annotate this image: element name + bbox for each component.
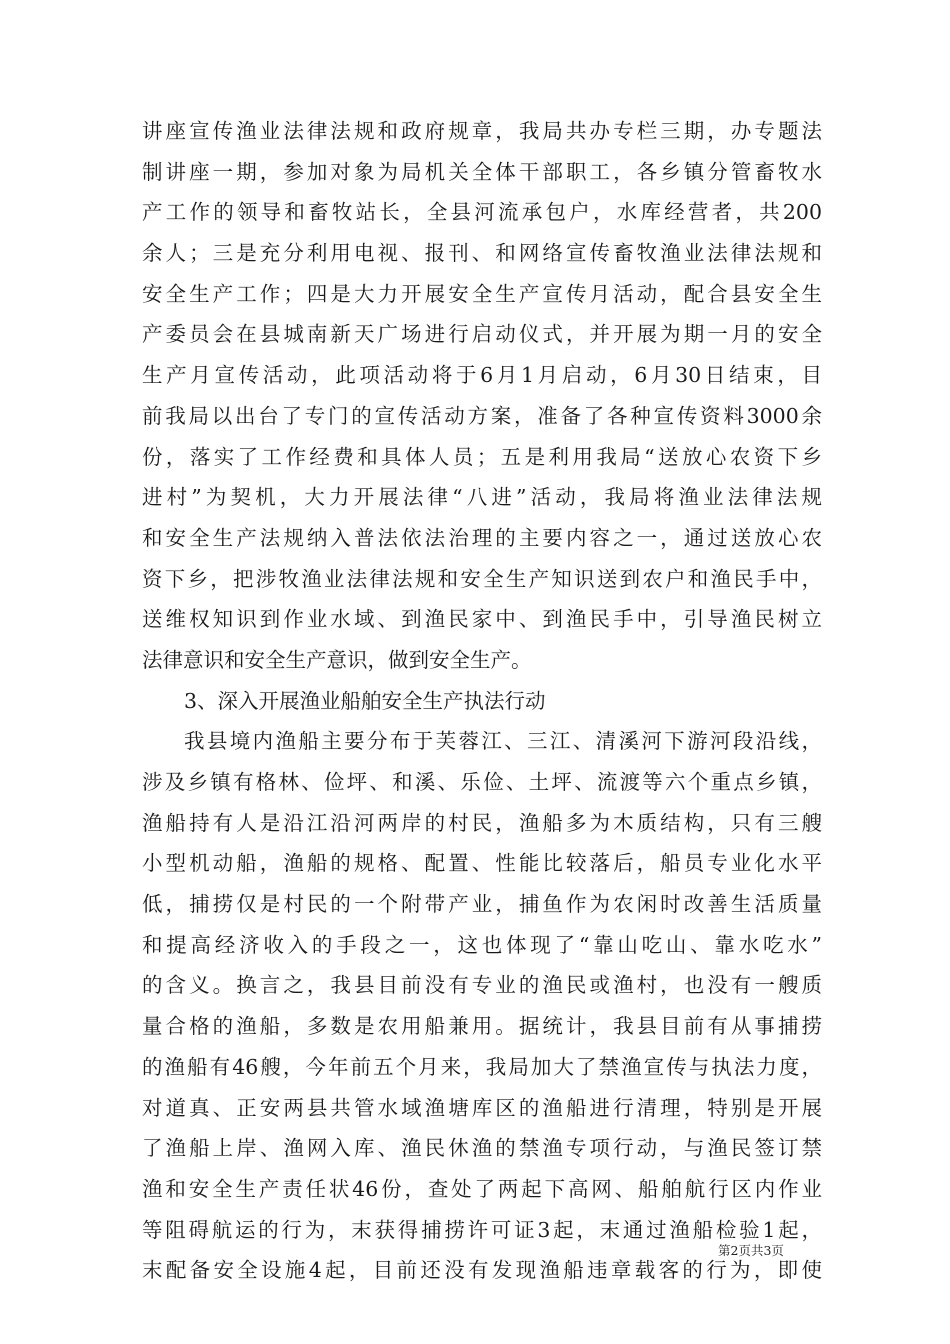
text-line: 低，捕捞仅是村民的一个附带产业，捕鱼作为农闲时改善生活质量 (142, 892, 822, 917)
page-number: 第2页共3页 (718, 1243, 784, 1258)
document-body (142, 111, 822, 1291)
text-line: 产工作的领导和畜牧站长，全县河流承包户，水库经营者，共200 (142, 200, 822, 225)
text-line: 小型机动船，渔船的规格、配置、性能比较落后，船员专业化水平 (142, 851, 822, 876)
text-line: 的含义。换言之，我县目前没有专业的渔民或渔村，也没有一艘质 (142, 973, 822, 998)
text-line: 的渔船有46艘，今年前五个月来，我局加大了禁渔宣传与执法力度， (142, 1054, 822, 1079)
text-line: 送维权知识到作业水域、到渔民家中、到渔民手中，引导渔民树立 (142, 607, 822, 632)
section-heading: 3、深入开展渔业船舶安全生产执法行动 (184, 688, 546, 713)
text-line: 生产月宣传活动，此项活动将于6月1月启动，6月30日结束，目 (142, 363, 822, 388)
text-line: 末配备安全设施4起，目前还没有发现渔船违章载客的行为，即使 (142, 1258, 822, 1283)
text-line: 份，落实了工作经费和具体人员；五是利用我局“送放心农资下乡 (142, 444, 822, 469)
text-line: 前我局以出台了专门的宣传活动方案，准备了各种宣传资料3000余 (142, 403, 822, 428)
text-line: 安全生产工作；四是大力开展安全生产宣传月活动，配合县安全生 (142, 281, 822, 306)
text-line: 产委员会在县城南新天广场进行启动仪式，并开展为期一月的安全 (142, 322, 822, 347)
text-line: 资下乡，把涉牧渔业法律法规和安全生产知识送到农户和渔民手中， (142, 566, 822, 591)
text-line: 等阻碍航运的行为，末获得捕捞许可证3起，末通过渔船检验1起， (142, 1217, 822, 1242)
text-line: 制讲座一期，参加对象为局机关全体干部职工，各乡镇分管畜牧水 (142, 159, 822, 184)
text-line: 和提高经济收入的手段之一，这也体现了“靠山吃山、靠水吃水” (142, 932, 822, 957)
text-line: 和安全生产法规纳入普法依法治理的主要内容之一，通过送放心农 (142, 525, 822, 550)
text-line: 了渔船上岸、渔网入库、渔民休渔的禁渔专项行动，与渔民签订禁 (142, 1136, 822, 1161)
text-line: 讲座宣传渔业法律法规和政府规章，我局共办专栏三期，办专题法 (142, 119, 822, 143)
text-line: 量合格的渔船，多数是农用船兼用。据统计，我县目前有从事捕捞 (142, 1014, 822, 1039)
text-line: 法律意识和安全生产意识，做到安全生产。 (142, 647, 532, 672)
text-line: 涉及乡镇有格林、俭坪、和溪、乐俭、土坪、流渡等六个重点乡镇， (142, 770, 822, 794)
text-line: 渔和安全生产责任状46份，查处了两起下高网、船舶航行区内作业 (142, 1176, 822, 1201)
text-line: 对道真、正安两县共管水域渔塘库区的渔船进行清理，特别是开展 (142, 1095, 822, 1120)
text-line: 渔船持有人是沿江沿河两岸的村民，渔船多为木质结构，只有三艘 (142, 810, 822, 835)
text-line: 余人；三是充分利用电视、报刊、和网络宣传畜牧渔业法律法规和 (142, 241, 822, 266)
text-line: 进村”为契机，大力开展法律“八进”活动，我局将渔业法律法规 (142, 485, 822, 510)
text-line: 我县境内渔船主要分布于芙蓉江、三江、清溪河下游河段沿线， (184, 729, 822, 754)
